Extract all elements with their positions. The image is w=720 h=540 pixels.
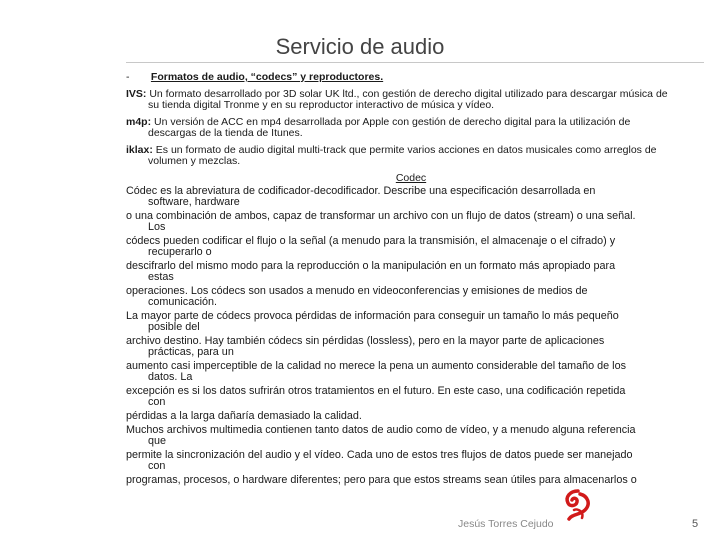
- page-number: 5: [692, 518, 699, 530]
- definition-term: m4p:: [126, 116, 152, 129]
- definition-ivs: [126, 89, 696, 111]
- definition-iklax: [126, 145, 696, 167]
- body-line: Muchos archivos multimedia contienen tanto datos de audio como de vídeo, y a menudo alguna referencia que: [126, 424, 636, 448]
- title-rule: [126, 62, 704, 63]
- subtitle-marker: -: [126, 71, 130, 83]
- body-line: códecs pueden codificar el flujo o la señal (a menudo para la transmisión, el almacenaje o el cifrado) y recuperarlo o: [126, 235, 616, 259]
- definition-text: Un formato desarrollado por 3D solar UK ltd., con gestión de derecho digital utilizado para descargar música de: [149, 88, 668, 101]
- body-line: pérdidas a la larga dañaría demasiado la calidad.: [126, 410, 362, 423]
- body-line: La mayor parte de códecs provoca pérdidas de información para conseguir un tamaño lo más pequeño posible del: [126, 310, 619, 334]
- definition-term: iklax:: [126, 144, 153, 157]
- body-line: permite la sincronización del audio y el vídeo. Cada uno de estos tres flujos de datos puede ser manejado con: [126, 449, 633, 473]
- subtitle: Formatos de audio, “codecs” y reproductores.: [150, 71, 384, 83]
- codec-body: [126, 186, 696, 486]
- definition-text-cont: volumen y mezclas.: [148, 155, 241, 168]
- author-logo-icon: [560, 488, 596, 524]
- slide-content: [126, 72, 696, 486]
- body-line: descifrarlo del mismo modo para la reproducción o la manipulación en un formato más apropiado para estas: [126, 260, 616, 284]
- definition-text-cont: descargas de la tienda de Itunes.: [148, 127, 303, 140]
- codec-heading: Codec: [395, 172, 427, 185]
- page-title: Servicio de audio: [275, 34, 445, 59]
- definition-text: Un versión de ACC en mp4 desarrollada por Apple con gestión de derecho digital para la utilización de: [154, 116, 631, 129]
- definition-text-cont: su tienda digital Tronme y en su reproductor interactivo de música y vídeo.: [148, 99, 495, 112]
- definition-term: IVS:: [126, 88, 147, 101]
- definition-m4p: [126, 117, 696, 139]
- body-line: Códec es la abreviatura de codificador-decodificador. Describe una especificación desarrollada en software, hardware: [126, 185, 596, 209]
- body-line: o una combinación de ambos, capaz de transformar un archivo con un flujo de datos (stream) o una señal. Los: [126, 210, 636, 234]
- subtitle-row: [126, 72, 696, 83]
- body-line: archivo destino. Hay también códecs sin pérdidas (lossless), pero en la mayor parte de aplicaciones prácticas, para un: [126, 335, 605, 359]
- body-line: aumento casi imperceptible de la calidad no merece la pena un aumento considerable del tamaño de los datos. La: [126, 360, 626, 384]
- body-line: operaciones. Los códecs son usados a menudo en videoconferencias y emisiones de medios de comunicación.: [126, 285, 588, 309]
- codec-heading-row: [126, 173, 696, 184]
- body-line: excepción es si los datos sufrirán otros tratamientos en el futuro. En este caso, una codificación repetida con: [126, 385, 626, 409]
- footer-author: Jesús Torres Cejudo: [458, 518, 554, 530]
- body-line: programas, procesos, o hardware diferentes; pero para que estos streams sean útiles para almacenarlos o: [126, 474, 637, 487]
- definition-text: Es un formato de audio digital multi-track que permite varios acciones en datos musicales como arreglos de: [155, 144, 657, 157]
